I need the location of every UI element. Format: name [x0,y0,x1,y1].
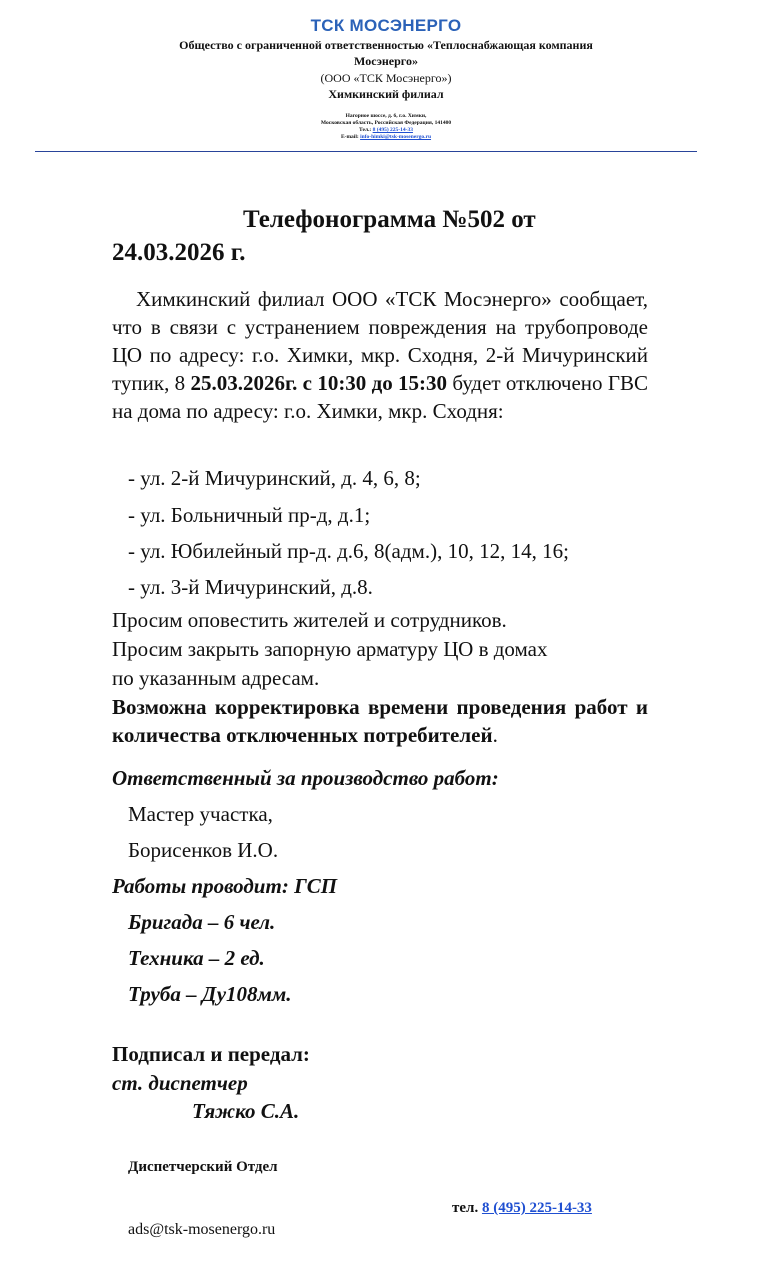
header-phone [0,127,772,134]
company-name-line1: Общество с ограниченной ответственностью «Теплоснабжающая компания [179,38,593,52]
company-logo: ТСК МОСЭНЕРГО [310,16,462,35]
works-brigade: Бригада – 6 чел. [128,910,276,934]
responsible-position: Мастер участка, [128,802,273,826]
responsible-heading: Ответственный за производство работ: [112,766,499,790]
footer-department: Диспетчерский Отдел [128,1159,278,1175]
warning-text: Возможна корректировка времени проведения работ и количества отключенных потребителей [112,695,648,747]
signature-role: ст. диспетчер [112,1071,248,1095]
header-phone-link[interactable]: 8 (495) 225-14-33 [372,127,413,133]
branch-name: Химкинский филиал [328,87,444,101]
address-item: - ул. 3-й Мичуринский, д.8. [128,575,373,599]
message-date-time: 25.03.2026г. с 10:30 до 15:30 [190,371,448,395]
address-item: - ул. 2-й Мичуринский, д. 4, 6, 8; [128,466,421,490]
header-email-label: E-mail: [340,134,359,140]
request-close-valves-line2: по указанным адресам. [112,666,320,690]
address-line1: Нагорное шоссе, д. 6, г.о. Химки, [345,113,427,119]
signature-name: Тяжко С.А. [192,1099,300,1123]
company-abbrev: (ООО «ТСК Мосэнерго») [320,71,452,85]
message-paragraph [112,285,648,425]
document-date: 24.03.2026 г. [112,239,246,266]
message-intro: Химкинский филиал ООО «ТСК Мосэнерго» сообщает, что в связи с устранением повреждения на трубопроводе ЦО по адресу: г.о. Химки, мкр. Сходня, 2-й Мичуринский тупик, 8 [112,287,648,395]
footer-phone-label: тел. [452,1200,479,1216]
warning-period: . [492,723,498,747]
header-email-link[interactable]: info-himki@tsk-mosenergo.ru [360,134,432,140]
responsible-name: Борисенков И.О. [128,838,279,862]
document-title: Телефонограмма №502 от [243,206,536,233]
works-heading: Работы проводит: ГСП [112,874,338,898]
footer-email: ads@tsk-mosenergo.ru [128,1221,276,1238]
address-line2: Московская область, Российская Федерация, 141400 [320,120,452,126]
header-phone-label: Тел.: [359,127,372,133]
message-intro-tail: будет отключено ГВС на дома по адресу: г.о. Химки, мкр. Сходня: [112,371,648,423]
address-item: - ул. Больничный пр-д, д.1; [128,503,371,527]
request-close-valves-line1: Просим закрыть запорную арматуру ЦО в домах [112,637,548,661]
address-item: - ул. Юбилейный пр-д. д.6, 8(адм.), 10, 12, 14, 16; [128,539,569,563]
request-notify: Просим оповестить жителей и сотрудников. [112,608,507,632]
header-divider [35,151,697,152]
signature-heading: Подписал и передал: [112,1042,310,1066]
company-name-line2: Мосэнерго» [354,54,418,68]
works-equipment: Техника – 2 ед. [128,946,265,970]
warning-paragraph [112,693,648,749]
footer-phone-link[interactable]: 8 (495) 225-14-33 [481,1200,592,1216]
footer-phone [452,1200,592,1217]
works-pipe: Труба – Ду108мм. [128,982,292,1006]
header-email [0,134,772,141]
